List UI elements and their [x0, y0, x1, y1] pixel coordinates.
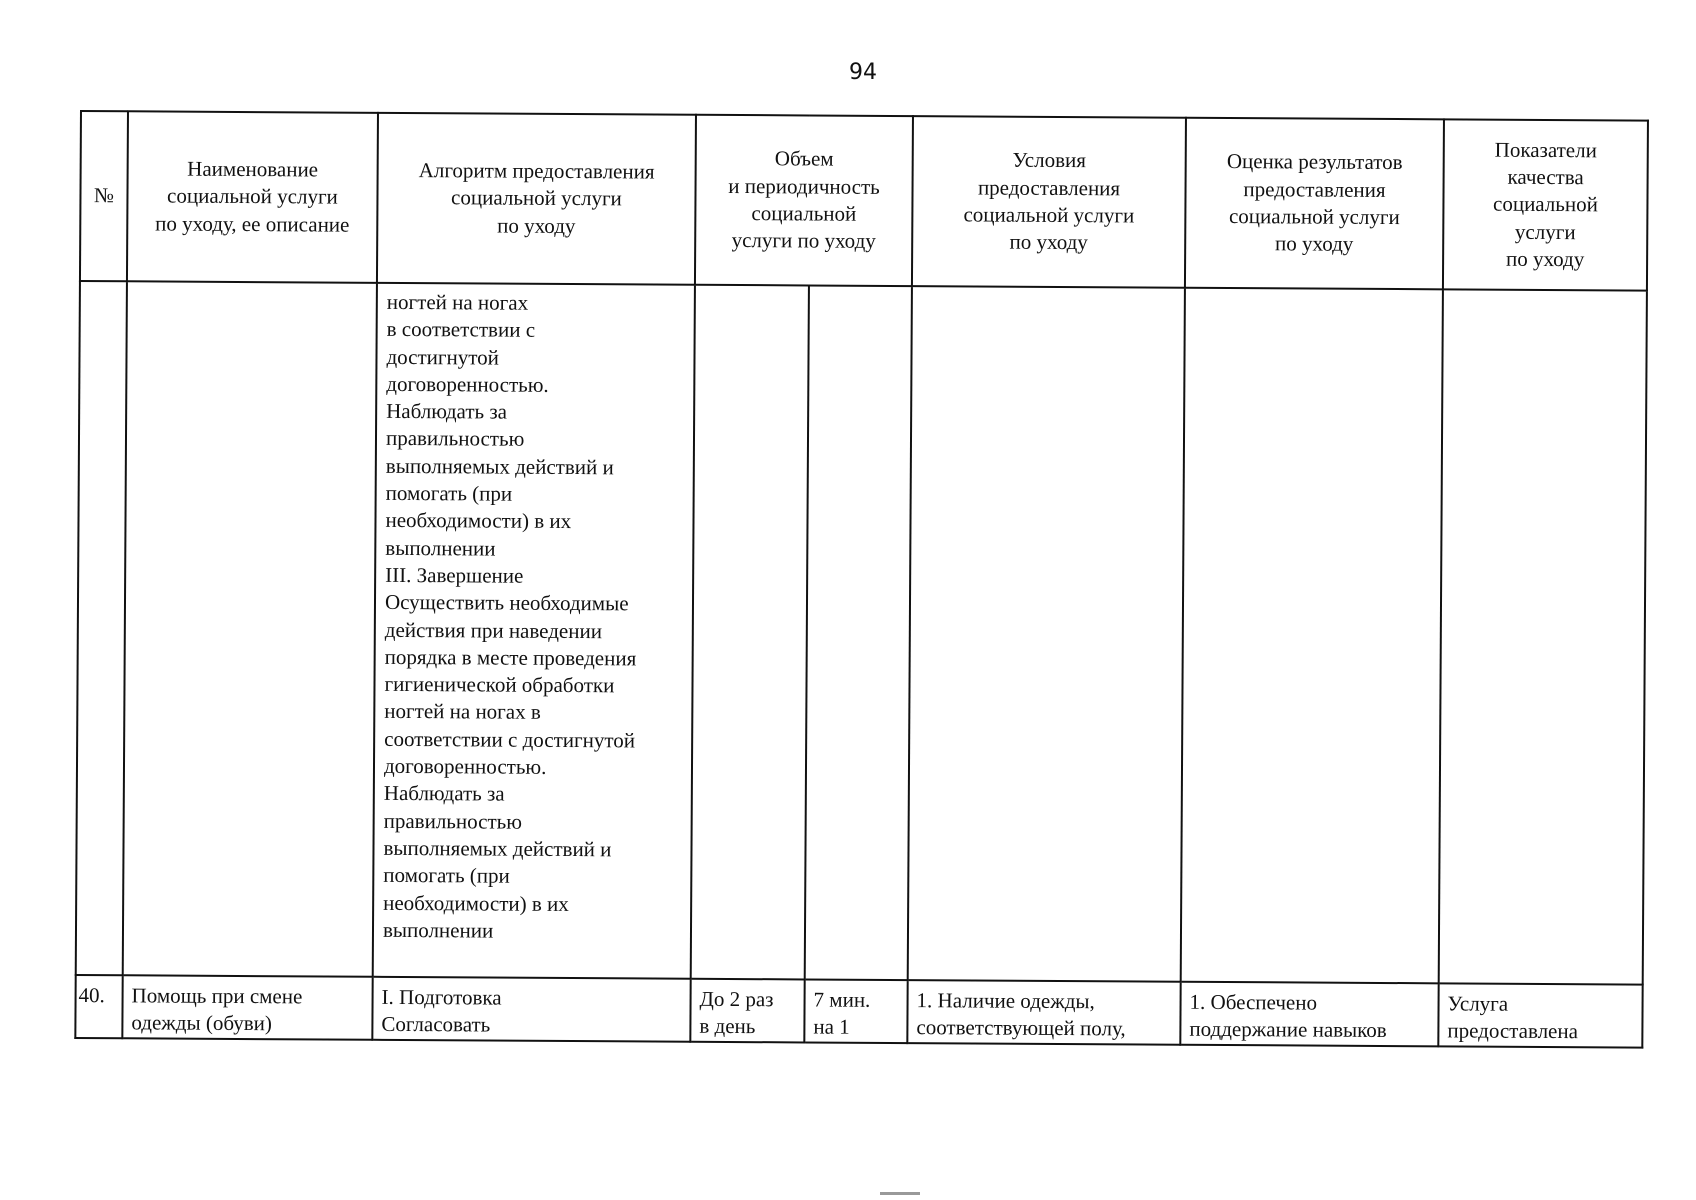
cell-empty-frequency: [691, 285, 809, 980]
header-conditions: Условия предоставления социальной услуги по уходу: [912, 116, 1186, 288]
cell-empty-name: [123, 281, 377, 977]
cell-duration: 7 мин. на 1: [804, 979, 907, 1042]
header-volume: Объем и периодичность социальной услуги по уходу: [695, 115, 913, 286]
cell-empty-num: [76, 281, 127, 975]
header-quality: Показатели качества социальной услуги по уходу: [1443, 119, 1648, 290]
table-row-40: [75, 975, 1642, 1047]
algorithm-text: ногтей на ногах в соответствии с достигнутой договоренностью. Наблюдать за правильностью выполняемых действий и помогать (при необходимости) в их выполнении III. Завершение Осуществить необходимые действия при наведении порядка в месте проведения гигиенической обработки ногтей на ногах в соответствии с достигнутой договоренностью. Наблюдать за правильностью выполняемых действий и помогать (при необходимости) в их выполнении: [382, 289, 637, 943]
cell-algorithm-continued: [373, 283, 695, 979]
cell-frequency: До 2 раз в день: [690, 979, 804, 1042]
header-evaluation: Оценка результатов предоставления социальной услуги по уходу: [1185, 118, 1444, 290]
cell-name: Помощь при смене одежды (обуви): [122, 975, 372, 1039]
cell-empty-quality: [1439, 289, 1647, 984]
cell-empty-conditions: [908, 286, 1185, 982]
continuation-row: [76, 281, 1647, 985]
cell-num: 40.: [75, 975, 122, 1038]
cell-quality: Услуга предоставлена: [1438, 983, 1642, 1047]
cell-empty-duration: [805, 285, 912, 980]
header-num: №: [80, 111, 128, 281]
cell-conditions: 1. Наличие одежды, соответствующей полу,: [907, 980, 1180, 1044]
scan-artifact: [880, 1192, 920, 1195]
cell-empty-evaluation: [1181, 288, 1443, 984]
header-row: [80, 111, 1648, 291]
page-number: 94: [849, 60, 877, 85]
cell-evaluation: 1. Обеспечено поддержание навыков: [1180, 982, 1438, 1046]
header-algorithm: Алгоритм предоставления социальной услуги по уходу: [377, 113, 696, 285]
cell-algorithm: I. Подготовка Согласовать: [372, 977, 690, 1042]
header-name: Наименование социальной услуги по уходу, ее описание: [127, 111, 378, 283]
services-table: [74, 110, 1649, 1048]
